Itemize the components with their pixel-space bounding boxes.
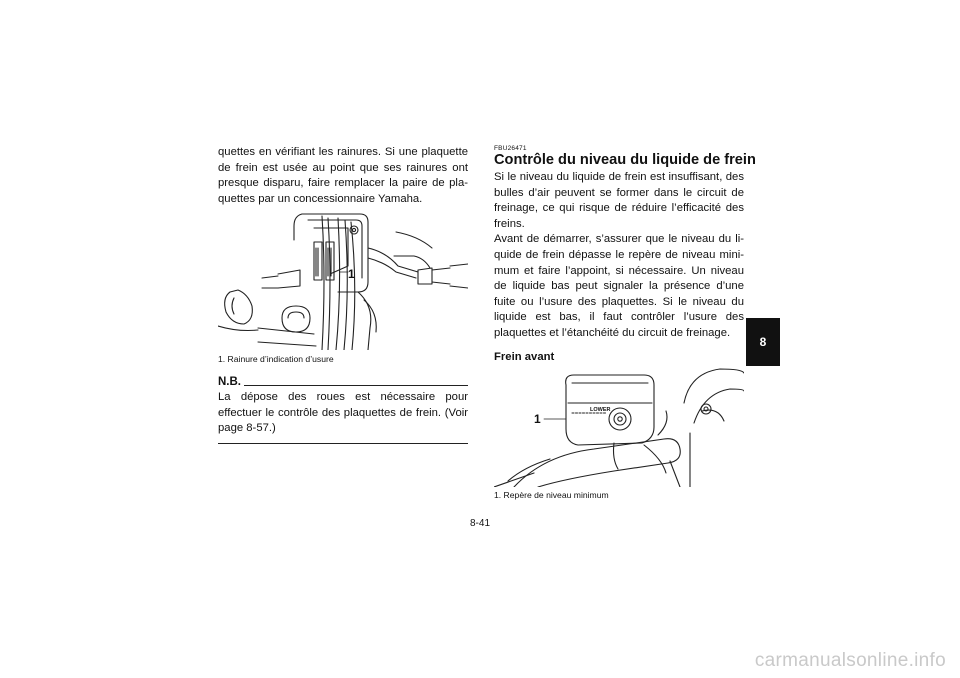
section-code: FBU26471	[494, 145, 527, 152]
caliper-callout-number: 1	[348, 267, 355, 281]
brake-caliper-illustration	[218, 208, 468, 350]
lower-mark-label: LOWER	[590, 407, 611, 413]
front-brake-subheading: Frein avant	[494, 350, 555, 363]
right-figure-caption: 1. Repère de niveau minimum	[494, 490, 609, 500]
right-column	[494, 145, 756, 365]
left-paragraph: quettes en vérifiant les rainures. Si une plaquette de frein est usée au point que ses rainures ont presque disparu, faire remplacer la paire de pla-quettes par un concessionnaire Yamaha.	[218, 146, 468, 205]
right-paragraph-2: Avant de démarrer, s’assurer que le niveau du li-quide de frein dépasse le repère de niveau mini-mum et faire l’appoint, si nécessaire. Un niveau de liquide bas peut signaler la présence d’une fuite ou l’usure des plaquettes. Si le niveau du liquide est bas, il faut contrôler l’usure des plaquettes et l’étanchéité du circuit de freinage.	[494, 233, 744, 339]
note-header	[218, 376, 468, 389]
left-figure-caption: 1. Rainure d’indication d’usure	[218, 354, 334, 364]
brake-reservoir-illustration	[494, 363, 744, 487]
left-column	[218, 145, 468, 207]
watermark: carmanualsonline.info	[754, 650, 946, 671]
section-heading: Contrôle du niveau du liquide de frein	[494, 152, 756, 168]
note-box	[218, 376, 468, 444]
reservoir-callout-number: 1	[534, 412, 541, 426]
right-paragraph-1: Si le niveau du liquide de frein est insuffisant, des bulles d’air peuvent se former dans le circuit de freinage, ce qui risque de réduire l’efficacité des freins.	[494, 171, 744, 230]
brake-reservoir-drawing	[494, 363, 744, 487]
note-rule-top	[244, 385, 468, 386]
brake-caliper-drawing	[218, 208, 468, 350]
note-rule-bottom	[218, 443, 468, 444]
page-number: 8-41	[469, 518, 490, 529]
chapter-tab: 8	[746, 318, 780, 366]
note-label: N.B.	[218, 376, 241, 388]
note-text: La dépose des roues est nécessaire pour effectuer le contrôle des plaquettes de frein. (Voir page 8-57.)	[218, 391, 468, 435]
